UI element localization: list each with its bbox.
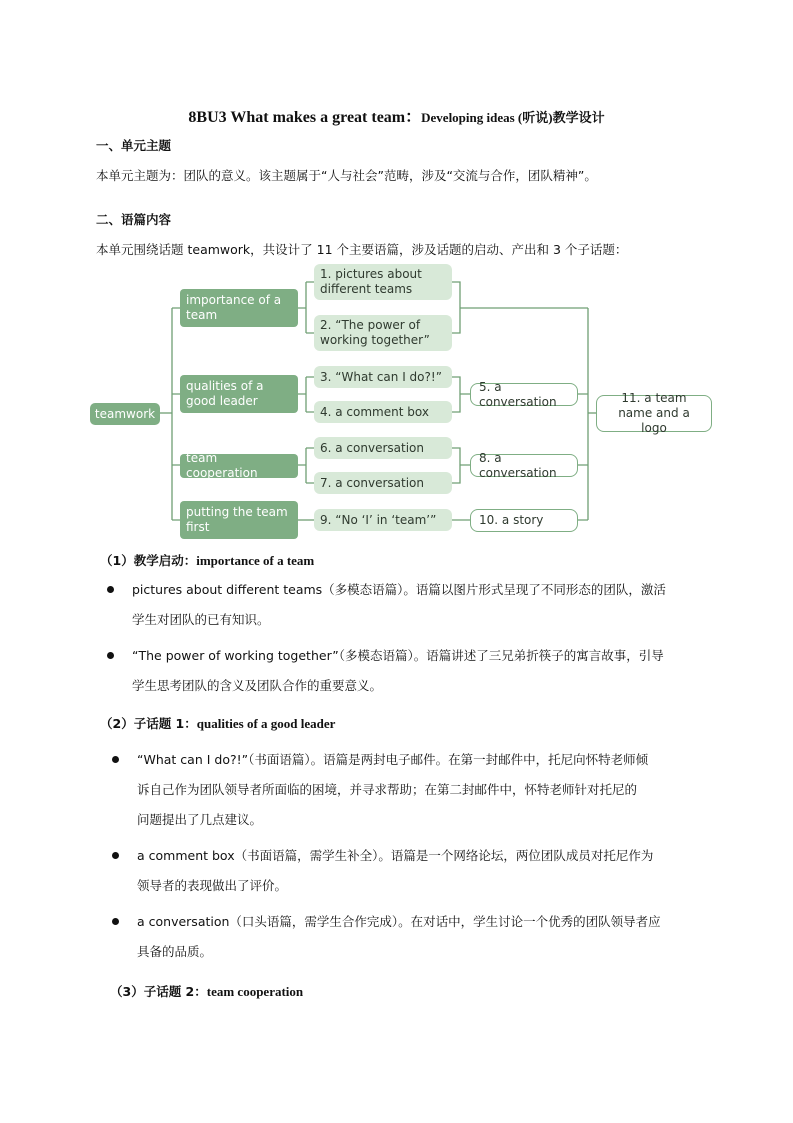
output-node-5: 5. a conversation	[470, 383, 578, 406]
final-node-11: 11. a team name and a logo	[596, 395, 712, 432]
subsection-3-heading	[110, 982, 303, 1000]
text-node-6: 6. a conversation	[314, 437, 452, 459]
text-node-1: 1. pictures about different teams	[314, 264, 452, 300]
list-item-line: 诉自己作为团队领导者所面临的困境，并寻求帮助；在第二封邮件中，怀特老师针对托尼的	[137, 782, 638, 797]
subsection-1-heading	[100, 551, 314, 569]
text-node-7: 7. a conversation	[314, 472, 452, 494]
list-item-line: “The power of working together”（多模态语篇）。语篇讲述了三兄弟折筷子的寓言故事，引导	[132, 648, 664, 663]
output-node-8: 8. a conversation	[470, 454, 578, 477]
output-node-10: 10. a story	[470, 509, 578, 532]
section-1-heading: 一、单元主题	[96, 138, 172, 153]
text-node-3: 3. “What can I do?!”	[314, 366, 452, 388]
title-sub: Developing ideas (听说)教学设计	[421, 110, 605, 125]
bullet-icon	[112, 918, 119, 925]
subsection-1-label: （1）教学启动：	[100, 553, 197, 568]
text-node-9: 9. “No ‘I’ in ‘team’”	[314, 509, 452, 531]
branch-qualities-of-leader: qualities of a good leader	[180, 375, 298, 413]
subsection-1-label-en: importance of a team	[196, 553, 315, 568]
root-node: teamwork	[90, 403, 160, 425]
list-item-line: 学生思考团队的含义及团队合作的重要意义。	[132, 678, 383, 693]
list-item-line: pictures about different teams（多模态语篇）。语篇以图片形式呈现了不同形态的团队，激活	[132, 582, 666, 597]
section-2-intro: 本单元围绕话题 teamwork，共设计了 11 个主要语篇，涉及话题的启动、产出和 3 个子话题：	[96, 242, 628, 257]
text-node-2: 2. “The power of working together”	[314, 315, 452, 351]
bullet-icon	[107, 652, 114, 659]
list-item-line: 问题提出了几点建议。	[137, 812, 263, 827]
list-item-line: a conversation（口头语篇，需学生合作完成）。在对话中，学生讨论一个优秀的团队领导者应	[137, 914, 661, 929]
bullet-icon	[112, 852, 119, 859]
branch-importance-of-team: importance of a team	[180, 289, 298, 327]
list-item	[132, 641, 664, 701]
list-item	[137, 745, 648, 835]
bullet-icon	[107, 586, 114, 593]
section-1-text: 本单元主题为：团队的意义。该主题属于“人与社会”范畴，涉及“交流与合作，团队精神”。	[96, 168, 597, 183]
subsection-2-label-en: qualities of a good leader	[196, 716, 336, 731]
list-item-line: “What can I do?!”（书面语篇）。语篇是两封电子邮件。在第一封邮件中，托尼向怀特老师倾	[137, 752, 649, 767]
list-item	[137, 907, 661, 967]
list-item-line: 领导者的表现做出了评价。	[137, 878, 288, 893]
list-item-line: 具备的品质。	[137, 944, 213, 959]
teamwork-diagram	[0, 0, 793, 560]
subsection-3-label-en: team cooperation	[206, 984, 304, 999]
list-item	[137, 841, 653, 901]
subsection-2-label: （2）子话题 1：	[100, 716, 197, 731]
bullet-icon	[112, 756, 119, 763]
subsection-2-heading	[100, 714, 335, 732]
list-item	[132, 575, 666, 635]
branch-putting-team-first: putting the team first	[180, 501, 298, 539]
subsection-3-label: （3）子话题 2：	[110, 984, 207, 999]
list-item-line: 学生对团队的已有知识。	[132, 612, 270, 627]
list-item-line: a comment box（书面语篇，需学生补全）。语篇是一个网络论坛，两位团队成员对托尼作为	[137, 848, 654, 863]
text-node-4: 4. a comment box	[314, 401, 452, 423]
title-main: 8BU3 What makes a great team：	[188, 109, 422, 126]
section-2-heading: 二、语篇内容	[96, 212, 172, 227]
branch-team-cooperation: team cooperation	[180, 454, 298, 478]
